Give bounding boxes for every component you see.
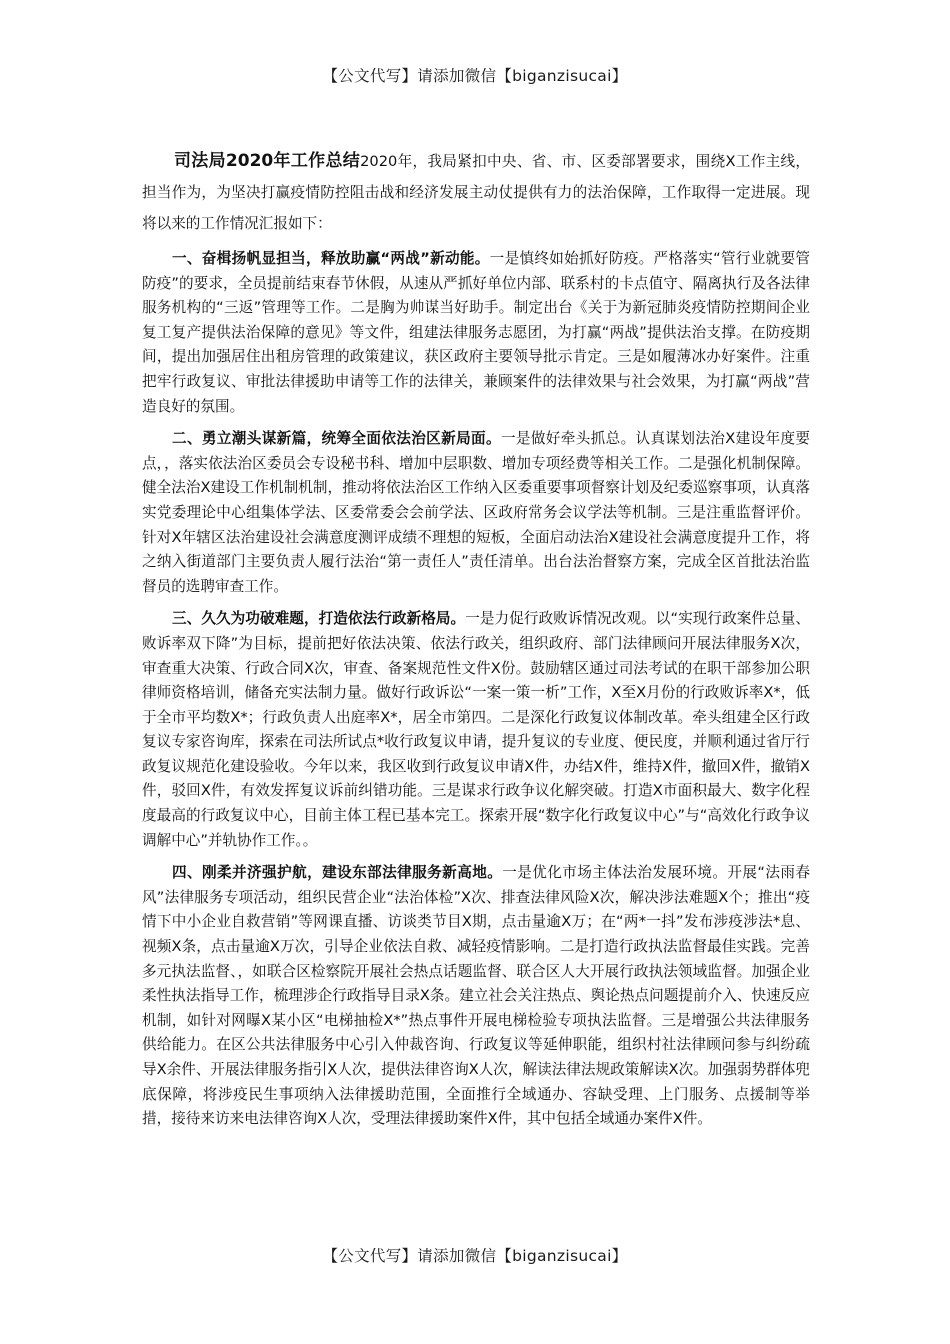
section-paragraph-2 — [142, 427, 810, 599]
section-heading-4: 四、刚柔并济强护航，建设东部法律服务新高地。 — [172, 864, 503, 882]
section-heading-1: 一、奋楫扬帆显担当，释放助赢“两战”新动能。 — [172, 250, 490, 267]
intro-paragraph — [142, 146, 810, 239]
intro-text: 2020年，我局紧扣中央、省、市、区委部署要求，围绕X工作主线，担当作为，为坚决打赢疫情防控阻击战和经济发展主动仗提供有力的法治保障，工作取得一定进展。现将以来的工作情况汇报如下： — [142, 153, 810, 232]
section-body-4: 一是优化市场主体法治发展环境。开展“法雨春风”法律服务专项活动，组织民营企业“法治体检”X次、排查法律风险X次，解决涉法难题X个；推出“疫情下中小企业自救营销”等网课直播、访谈类节目X期，点击量逾X万；在“两*一抖”发布涉疫涉法*息、视频X条，点击量逾X万次，引导企业依法自救、减轻疫情影响。二是打造行政执法监督最佳实践。完善多元执法监督、，如联合区检察院开展社会热点话题监督、联合区人大开展行政执法领域监督。加强企业柔性执法指导工作，梳理涉企行政指导目录X条。建立社会关注热点、舆论热点问题提前介入、快速反应机制，如针对网曝X某小区“电梯抽检X*”热点事件开展电梯检验专项执法监督。三是增强公共法律服务供给能力。在区公共法律服务中心引入仲裁咨询、行政复议等延伸职能，组织村社法律顾问参与纠纷疏导X余件、开展法律服务指引X人次，提供法律咨询X人次，解读法律法规政策解读X次。加强弱势群体兜底保障，将涉疫民生事项纳入法律援助范围，全面推行全域通办、容缺受理、上门服务、点援制等举措，接待来访来电法律咨询X人次，受理法律援助案件X件，其中包括全域通办案件X件。 — [142, 864, 810, 1128]
section-paragraph-1 — [142, 247, 810, 419]
section-heading-3: 三、久久为功破难题，打造依法行政新格局。 — [172, 610, 466, 628]
section-body-3: 一是力促行政败诉情况改观。以“实现行政案件总量、败诉率双下降”为目标，提前把好依法决策、依法行政关，组织政府、部门法律顾问开展法律服务X次，审查重大决策、行政合同X次，审查、备案规范性文件X份。鼓励辖区通过司法考试的在职干部参加公职律师资格培训，储备充实法制力量。做好行政诉讼“一案一策一析”工作，X至X月份的行政败诉率X*，低于全市平均数X*；行政负责人出庭率X*，居全市第四。二是深化行政复议体制改革。牵头组建全区行政复议专家咨询库，探索在司法所试点*收行政复议申请，提升复议的专业度、便民度，并顺利通过省厅行政复议规范化建设验收。今年以来，我区收到行政复议申请X件，办结X件，维持X件，撤回X件，撤销X件，驳回X件，有效发挥复议诉前纠错功能。三是谋求行政争议化解突破。打造X市面积最大、数字化程度最高的行政复议中心，目前主体工程已基本完工。探索开展“数字化行政复议中心”与“高效化行政争议调解中心”并轨协作工作。。 — [142, 610, 810, 849]
section-paragraph-4 — [142, 861, 810, 1132]
section-body-2: 一是做好牵头抓总。认真谋划法治X建设年度要点，，落实依法治区委员会专设秘书科、增加中层职数、增加专项经费等相关工作。二是强化机制保障。健全法治X建设工作机制机制，推动将依法治区工作纳入区委重要事项督察计划及纪委巡察事项，认真落实党委理论中心组集体学法、区委常委会会前学法、区政府常务会议学法等机制。三是注重监督评价。针对X年辖区法治建设社会满意度测评成绩不理想的短板，全面启动法治X建设社会满意度提升工作，将之纳入街道部门主要负责人履行法治“第一责任人”责任清单。出台法治督察方案，完成全区首批法治监督员的选聘审查工作。 — [142, 430, 810, 595]
section-paragraph-3 — [142, 607, 810, 853]
section-body-1: 一是慎终如始抓好防疫。严格落实“管行业就要管防疫”的要求，全员提前结束春节休假，从速从严抓好单位内部、联系村的卡点值守、隔离执行及各法律服务机构的“三返”管理等工作。二是胸为帅谋当好助手。制定出台《关于为新冠肺炎疫情防控期间企业复工复产提供法治保障的意见》等文件，组建法律服务志愿团，为打赢“两战”提供法治支撑。在防疫期间，提出加强居住出租房管理的政策建议，获区政府主要领导批示肯定。三是如履薄冰办好案件。注重把牢行政复议、审批法律援助申请等工作的法律关，兼顾案件的法律效果与社会效果，为打赢“两战”营造良好的氛围。 — [142, 250, 811, 415]
section-heading-2: 二、勇立潮头谋新篇，统筹全面依法治区新局面。 — [172, 430, 501, 448]
page-footer-watermark: 【公文代写】请添加微信【biganzisucai】 — [322, 1247, 628, 1265]
document-body — [142, 146, 810, 1140]
document-title: 司法局2020年工作总结 — [174, 151, 361, 171]
page-header-watermark: 【公文代写】请添加微信【biganzisucai】 — [322, 67, 628, 85]
